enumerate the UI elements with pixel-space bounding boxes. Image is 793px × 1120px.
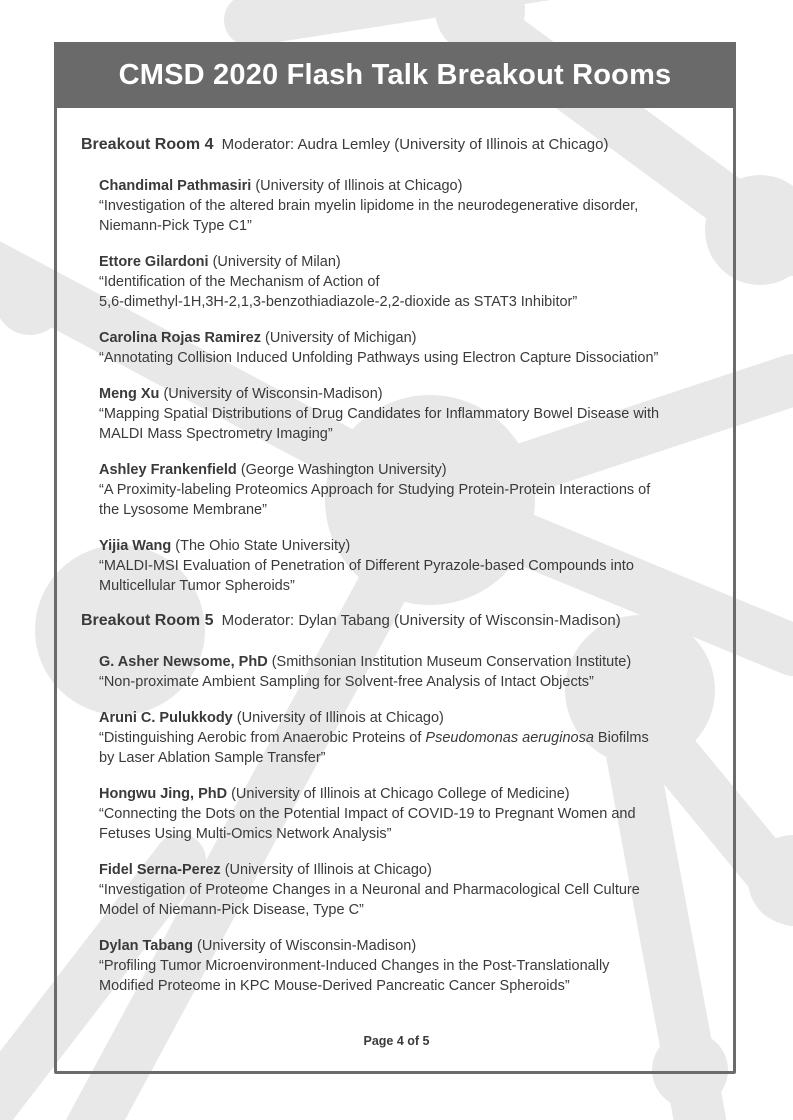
- talk-title-line: Fetuses Using Multi-Omics Network Analysis”: [99, 826, 392, 842]
- room-label: Breakout Room 5: [81, 612, 214, 629]
- presenter-name: Ashley Frankenfield: [99, 462, 237, 478]
- talk-title-line: Multicellular Tumor Spheroids”: [99, 578, 295, 594]
- presenter-affiliation: (University of Milan): [208, 254, 341, 270]
- presenter-affiliation: (University of Illinois at Chicago College of Medicine): [227, 786, 570, 802]
- presenter-name: Carolina Rojas Ramirez: [99, 330, 261, 346]
- room-moderator: Moderator: Audra Lemley (University of Illinois at Chicago): [221, 136, 609, 153]
- talk-title-text: Biofilms: [593, 730, 649, 746]
- talk-title-line: Model of Niemann-Pick Disease, Type C”: [99, 902, 364, 918]
- talk-title-line: Modified Proteome in KPC Mouse-Derived Pancreatic Cancer Spheroids”: [99, 978, 570, 994]
- talk-title-line: “A Proximity-labeling Proteomics Approach for Studying Protein-Protein Interactions of: [99, 482, 651, 498]
- presenter-name: Meng Xu: [99, 386, 160, 402]
- talk-title-line: Niemann-Pick Type C1”: [99, 218, 252, 234]
- presenter-affiliation: (Smithsonian Institution Museum Conservation Institute): [267, 654, 632, 670]
- presenter-affiliation: (University of Illinois at Chicago): [232, 710, 444, 726]
- talk-entry: [99, 860, 729, 920]
- room-label: Breakout Room 4: [81, 136, 214, 153]
- talk-entry: [99, 652, 729, 692]
- talk-title-line: “Connecting the Dots on the Potential Impact of COVID-19 to Pregnant Women and: [99, 806, 636, 822]
- talk-title-line: MALDI Mass Spectrometry Imaging”: [99, 426, 333, 442]
- talk-title-line: [99, 728, 729, 748]
- talk-title-line: “MALDI-MSI Evaluation of Penetration of Different Pyrazole-based Compounds into: [99, 558, 634, 574]
- header-bar: [54, 42, 736, 108]
- talk-title-line: “Investigation of Proteome Changes in a Neuronal and Pharmacological Cell Culture: [99, 882, 640, 898]
- talk-entry: [99, 460, 729, 520]
- talk-title-line: “Annotating Collision Induced Unfolding Pathways using Electron Capture Dissociation”: [99, 350, 659, 366]
- presenter-name: Ettore Gilardoni: [99, 254, 209, 270]
- talk-title-line: “Non-proximate Ambient Sampling for Solvent-free Analysis of Intact Objects”: [99, 674, 594, 690]
- room-heading: [81, 612, 621, 630]
- presenter-affiliation: (University of Wisconsin-Madison): [159, 386, 383, 402]
- talk-entry: [99, 384, 729, 444]
- talk-title-line: “Profiling Tumor Microenvironment-Induced Changes in the Post-Translationally: [99, 958, 610, 974]
- presenter-name: G. Asher Newsome, PhD: [99, 654, 268, 670]
- talk-entry: [99, 708, 729, 768]
- presenter-affiliation: (University of Illinois at Chicago): [251, 178, 463, 194]
- talk-title-text: “Distinguishing Aerobic from Anaerobic Proteins of: [99, 730, 426, 746]
- talk-entry: [99, 936, 729, 996]
- presenter-affiliation: (George Washington University): [236, 462, 447, 478]
- talk-title-line: 5,6-dimethyl-1H,3H-2,1,3-benzothiadiazole-2,2-dioxide as STAT3 Inhibitor”: [99, 294, 578, 310]
- presenter-affiliation: (The Ohio State University): [171, 538, 351, 554]
- talk-title-line: “Investigation of the altered brain myelin lipidome in the neurodegenerative disorder,: [99, 198, 639, 214]
- talk-title-line: the Lysosome Membrane”: [99, 502, 267, 518]
- talk-entry: [99, 328, 729, 368]
- talk-entry: [99, 536, 729, 596]
- page-title: CMSD 2020 Flash Talk Breakout Rooms: [118, 58, 672, 91]
- room-heading: [81, 136, 608, 154]
- talk-title-line: “Mapping Spatial Distributions of Drug Candidates for Inflammatory Bowel Disease with: [99, 406, 660, 422]
- presenter-name: Aruni C. Pulukkody: [99, 710, 233, 726]
- presenter-affiliation: (University of Illinois at Chicago): [220, 862, 432, 878]
- talk-entry: [99, 784, 729, 844]
- talk-title-italic: Pseudomonas aeruginosa: [425, 730, 594, 746]
- presenter-name: Yijia Wang: [99, 538, 172, 554]
- presenter-name: Fidel Serna-Perez: [99, 862, 221, 878]
- talk-entry: [99, 252, 729, 312]
- presenter-name: Dylan Tabang: [99, 938, 193, 954]
- page-number: Page 4 of 5: [363, 1034, 430, 1048]
- talk-title-line: by Laser Ablation Sample Transfer”: [99, 750, 326, 766]
- presenter-name: Hongwu Jing, PhD: [99, 786, 228, 802]
- talk-entry: [99, 176, 729, 236]
- room-moderator: Moderator: Dylan Tabang (University of Wisconsin-Madison): [221, 612, 621, 629]
- presenter-affiliation: (University of Wisconsin-Madison): [193, 938, 417, 954]
- talk-title-line: “Identification of the Mechanism of Action of: [99, 274, 380, 290]
- presenter-name: Chandimal Pathmasiri: [99, 178, 252, 194]
- presenter-affiliation: (University of Michigan): [260, 330, 417, 346]
